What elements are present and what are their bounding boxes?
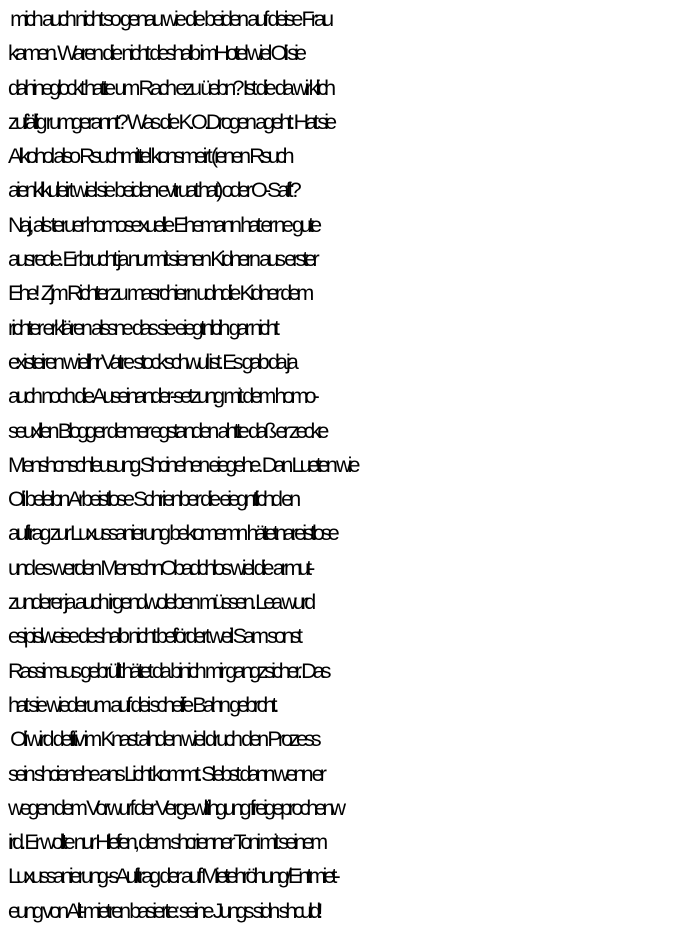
text-line-11: existeiren w ielihr Vatre stockschwul ist. Es gab da ja (8, 349, 295, 374)
text-line-2: kamen. Waren die nicht deshalb imHotel wiel Oli sie (8, 41, 304, 66)
text-line-6: aienklkuleirt wiel sie beiden evtruat hat) oder O-Saft? (8, 178, 298, 203)
body-text (8, 2, 684, 928)
text-line-22: Oli wird defitiv im Knast alnden wiel druch den Prozess (8, 727, 318, 752)
text-line-13: seuxllen Blogger demer egstanden ahtte daß er zecke (8, 418, 326, 443)
text-line-19: esipislweise deshalb nicht befördert weil Sam sonst (8, 624, 300, 649)
text-line-25: ird. Er wollte nur Hlefen, dem shcrienner Toni mit seinem (8, 830, 325, 855)
text-line-26: Luxussanierung-sAuftrag der auf Mietehröhung/Entmiet- (8, 864, 337, 889)
text-line-16: auftrag zur Luxussanierung bekomemn hätetnareistlose (8, 521, 336, 546)
text-line-18: zunderer ja auch irgendwoleben müssen. Lea wurd (8, 590, 313, 615)
text-line-15: Oli beleibn Arbeistlose Schrienber die eiegntlichd en (8, 487, 298, 512)
text-line-1: mich auch nicht so genau wie die beiden auf deise Frau (8, 7, 331, 31)
text-line-9: Ehe! Zjm Richter zu masrchiern udndie Kidner dem (8, 281, 311, 306)
text-line-24: wegen dem Vorwurf der Vergewltihgung freigeprochenw (8, 795, 343, 820)
text-line-4: zufällig rumgerannt? Was die K.O.Drogen ageht: Hat sie (8, 109, 334, 134)
text-line-20: Rassimsus gebrüllt hätet da binich mir gangzsicher. Das (8, 658, 328, 683)
text-line-3: dahineglockt hatte um Rach ezu üebn? Ist die da wirklich (8, 75, 333, 100)
text-line-8: ausrede. Er brucht ja nur mit sienen Kidnern aus erster (8, 247, 316, 272)
text-line-27: eung von Alt-mietren basierte: seine Jungs sidn shculd! (8, 898, 320, 923)
text-line-14: Menshcnschleusung Shcinehen eiegehe. Dan Lueten wie (8, 452, 357, 477)
text-line-7: Naj, als teruer homosexuelle Ehemann hat er ne gute (8, 212, 319, 237)
text-line-21: hat sie wiederum auf dei scheife Bahn gebrcht. (8, 692, 276, 717)
text-line-5: Alkohol also Rsuchmittel konsmeirt (ienen Rsuch (8, 144, 291, 169)
text-line-17: und es werden MenschnObadchlos wiel die armut- (8, 555, 312, 580)
text-line-12: auch noch die Auseinander-setzung mit dem homo- (8, 384, 316, 409)
text-line-23: sein shcienehe ans Licht kommt. Slebst dann wenn er (8, 761, 324, 786)
text-line-10: richter erklären alssne das sie eiegtnlcih gar nicht (8, 315, 277, 340)
